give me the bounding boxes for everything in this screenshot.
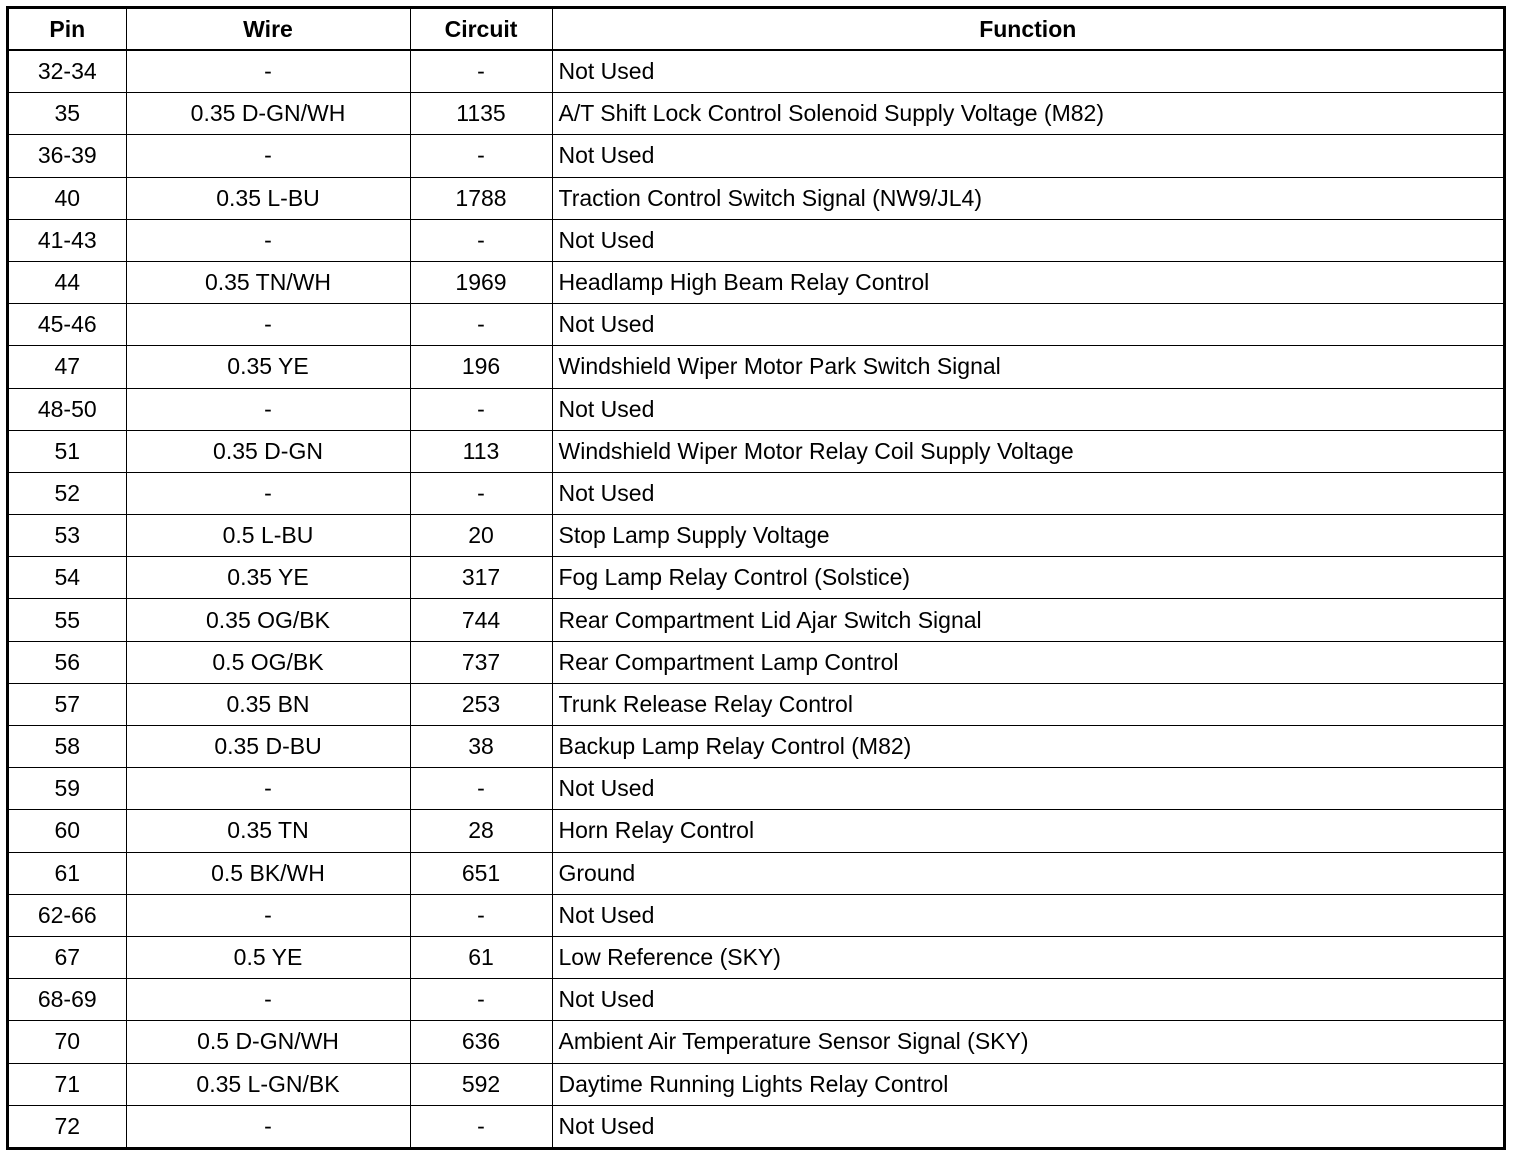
cell-wire: 0.35 D-GN xyxy=(126,430,410,472)
cell-pin: 52 xyxy=(9,472,126,514)
cell-circuit: 651 xyxy=(410,852,552,894)
table-row xyxy=(9,515,1503,557)
cell-function: Not Used xyxy=(552,472,1503,514)
cell-wire: - xyxy=(126,304,410,346)
cell-function: Not Used xyxy=(552,894,1503,936)
cell-function: Not Used xyxy=(552,219,1503,261)
cell-pin: 44 xyxy=(9,261,126,303)
cell-circuit: 113 xyxy=(410,430,552,472)
cell-wire: - xyxy=(126,472,410,514)
cell-wire: 0.35 OG/BK xyxy=(126,599,410,641)
cell-pin: 41-43 xyxy=(9,219,126,261)
cell-circuit: 196 xyxy=(410,346,552,388)
cell-wire: - xyxy=(126,388,410,430)
cell-circuit: - xyxy=(410,472,552,514)
cell-wire: - xyxy=(126,768,410,810)
table-row xyxy=(9,430,1503,472)
cell-wire: - xyxy=(126,979,410,1021)
cell-function: Not Used xyxy=(552,979,1503,1021)
cell-pin: 68-69 xyxy=(9,979,126,1021)
header-circuit: Circuit xyxy=(410,9,552,50)
cell-wire: 0.5 L-BU xyxy=(126,515,410,557)
table-row xyxy=(9,641,1503,683)
table-row xyxy=(9,726,1503,768)
cell-function: Stop Lamp Supply Voltage xyxy=(552,515,1503,557)
cell-circuit: 744 xyxy=(410,599,552,641)
table-row xyxy=(9,177,1503,219)
cell-wire: 0.35 TN xyxy=(126,810,410,852)
cell-pin: 35 xyxy=(9,93,126,135)
cell-circuit: 38 xyxy=(410,726,552,768)
cell-wire: - xyxy=(126,135,410,177)
cell-wire: 0.5 OG/BK xyxy=(126,641,410,683)
cell-pin: 56 xyxy=(9,641,126,683)
header-pin: Pin xyxy=(9,9,126,50)
cell-function: Horn Relay Control xyxy=(552,810,1503,852)
cell-function: Not Used xyxy=(552,388,1503,430)
cell-wire: 0.5 BK/WH xyxy=(126,852,410,894)
table-row xyxy=(9,810,1503,852)
cell-pin: 48-50 xyxy=(9,388,126,430)
cell-wire: 0.35 YE xyxy=(126,346,410,388)
cell-function: Not Used xyxy=(552,304,1503,346)
table-row xyxy=(9,50,1503,93)
cell-circuit: 592 xyxy=(410,1063,552,1105)
cell-circuit: 1135 xyxy=(410,93,552,135)
table-row xyxy=(9,599,1503,641)
cell-function: Windshield Wiper Motor Park Switch Signal xyxy=(552,346,1503,388)
cell-pin: 60 xyxy=(9,810,126,852)
cell-circuit: - xyxy=(410,979,552,1021)
cell-pin: 62-66 xyxy=(9,894,126,936)
cell-function: Rear Compartment Lamp Control xyxy=(552,641,1503,683)
table-row xyxy=(9,768,1503,810)
table-row xyxy=(9,93,1503,135)
cell-pin: 59 xyxy=(9,768,126,810)
cell-function: Not Used xyxy=(552,768,1503,810)
table-row xyxy=(9,1021,1503,1063)
cell-wire: - xyxy=(126,1105,410,1147)
table-row xyxy=(9,936,1503,978)
cell-wire: 0.35 D-GN/WH xyxy=(126,93,410,135)
cell-circuit: 61 xyxy=(410,936,552,978)
table-row xyxy=(9,852,1503,894)
cell-wire: - xyxy=(126,894,410,936)
cell-function: Fog Lamp Relay Control (Solstice) xyxy=(552,557,1503,599)
cell-circuit: 1969 xyxy=(410,261,552,303)
table-row xyxy=(9,261,1503,303)
cell-wire: 0.5 YE xyxy=(126,936,410,978)
cell-function: Rear Compartment Lid Ajar Switch Signal xyxy=(552,599,1503,641)
header-function: Function xyxy=(552,9,1503,50)
table-header-row xyxy=(9,9,1503,50)
cell-function: Low Reference (SKY) xyxy=(552,936,1503,978)
header-wire: Wire xyxy=(126,9,410,50)
cell-pin: 51 xyxy=(9,430,126,472)
cell-pin: 53 xyxy=(9,515,126,557)
cell-pin: 67 xyxy=(9,936,126,978)
cell-circuit: - xyxy=(410,894,552,936)
table-row xyxy=(9,388,1503,430)
cell-wire: 0.35 TN/WH xyxy=(126,261,410,303)
cell-pin: 70 xyxy=(9,1021,126,1063)
table-row xyxy=(9,472,1503,514)
cell-circuit: 317 xyxy=(410,557,552,599)
table-row xyxy=(9,894,1503,936)
cell-pin: 72 xyxy=(9,1105,126,1147)
table-row xyxy=(9,219,1503,261)
cell-circuit: - xyxy=(410,768,552,810)
cell-function: Ground xyxy=(552,852,1503,894)
table-row xyxy=(9,346,1503,388)
cell-circuit: - xyxy=(410,304,552,346)
cell-circuit: 737 xyxy=(410,641,552,683)
cell-pin: 47 xyxy=(9,346,126,388)
table-row xyxy=(9,557,1503,599)
cell-function: Not Used xyxy=(552,50,1503,93)
cell-circuit: 636 xyxy=(410,1021,552,1063)
cell-function: A/T Shift Lock Control Solenoid Supply Voltage (M82) xyxy=(552,93,1503,135)
cell-circuit: - xyxy=(410,219,552,261)
table-row xyxy=(9,1105,1503,1147)
cell-wire: 0.35 L-GN/BK xyxy=(126,1063,410,1105)
cell-function: Headlamp High Beam Relay Control xyxy=(552,261,1503,303)
cell-pin: 57 xyxy=(9,683,126,725)
cell-circuit: 28 xyxy=(410,810,552,852)
cell-wire: 0.35 D-BU xyxy=(126,726,410,768)
cell-circuit: 20 xyxy=(410,515,552,557)
cell-wire: 0.35 BN xyxy=(126,683,410,725)
cell-circuit: 1788 xyxy=(410,177,552,219)
connector-pinout-table xyxy=(9,9,1503,1147)
cell-pin: 55 xyxy=(9,599,126,641)
cell-function: Daytime Running Lights Relay Control xyxy=(552,1063,1503,1105)
cell-circuit: 253 xyxy=(410,683,552,725)
table-row xyxy=(9,979,1503,1021)
cell-circuit: - xyxy=(410,50,552,93)
cell-circuit: - xyxy=(410,135,552,177)
cell-circuit: - xyxy=(410,388,552,430)
cell-wire: 0.35 L-BU xyxy=(126,177,410,219)
cell-pin: 58 xyxy=(9,726,126,768)
cell-function: Backup Lamp Relay Control (M82) xyxy=(552,726,1503,768)
cell-wire: 0.35 YE xyxy=(126,557,410,599)
cell-pin: 54 xyxy=(9,557,126,599)
cell-function: Ambient Air Temperature Sensor Signal (SKY) xyxy=(552,1021,1503,1063)
cell-wire: - xyxy=(126,219,410,261)
table-body xyxy=(9,50,1503,1147)
cell-function: Not Used xyxy=(552,1105,1503,1147)
cell-pin: 32-34 xyxy=(9,50,126,93)
cell-wire: - xyxy=(126,50,410,93)
cell-pin: 36-39 xyxy=(9,135,126,177)
cell-pin: 61 xyxy=(9,852,126,894)
cell-function: Windshield Wiper Motor Relay Coil Supply Voltage xyxy=(552,430,1503,472)
cell-pin: 40 xyxy=(9,177,126,219)
cell-pin: 45-46 xyxy=(9,304,126,346)
cell-wire: 0.5 D-GN/WH xyxy=(126,1021,410,1063)
table-row xyxy=(9,1063,1503,1105)
cell-function: Not Used xyxy=(552,135,1503,177)
connector-pinout-table-frame xyxy=(6,6,1506,1150)
cell-pin: 71 xyxy=(9,1063,126,1105)
table-row xyxy=(9,135,1503,177)
table-row xyxy=(9,683,1503,725)
cell-circuit: - xyxy=(410,1105,552,1147)
table-row xyxy=(9,304,1503,346)
cell-function: Traction Control Switch Signal (NW9/JL4) xyxy=(552,177,1503,219)
cell-function: Trunk Release Relay Control xyxy=(552,683,1503,725)
